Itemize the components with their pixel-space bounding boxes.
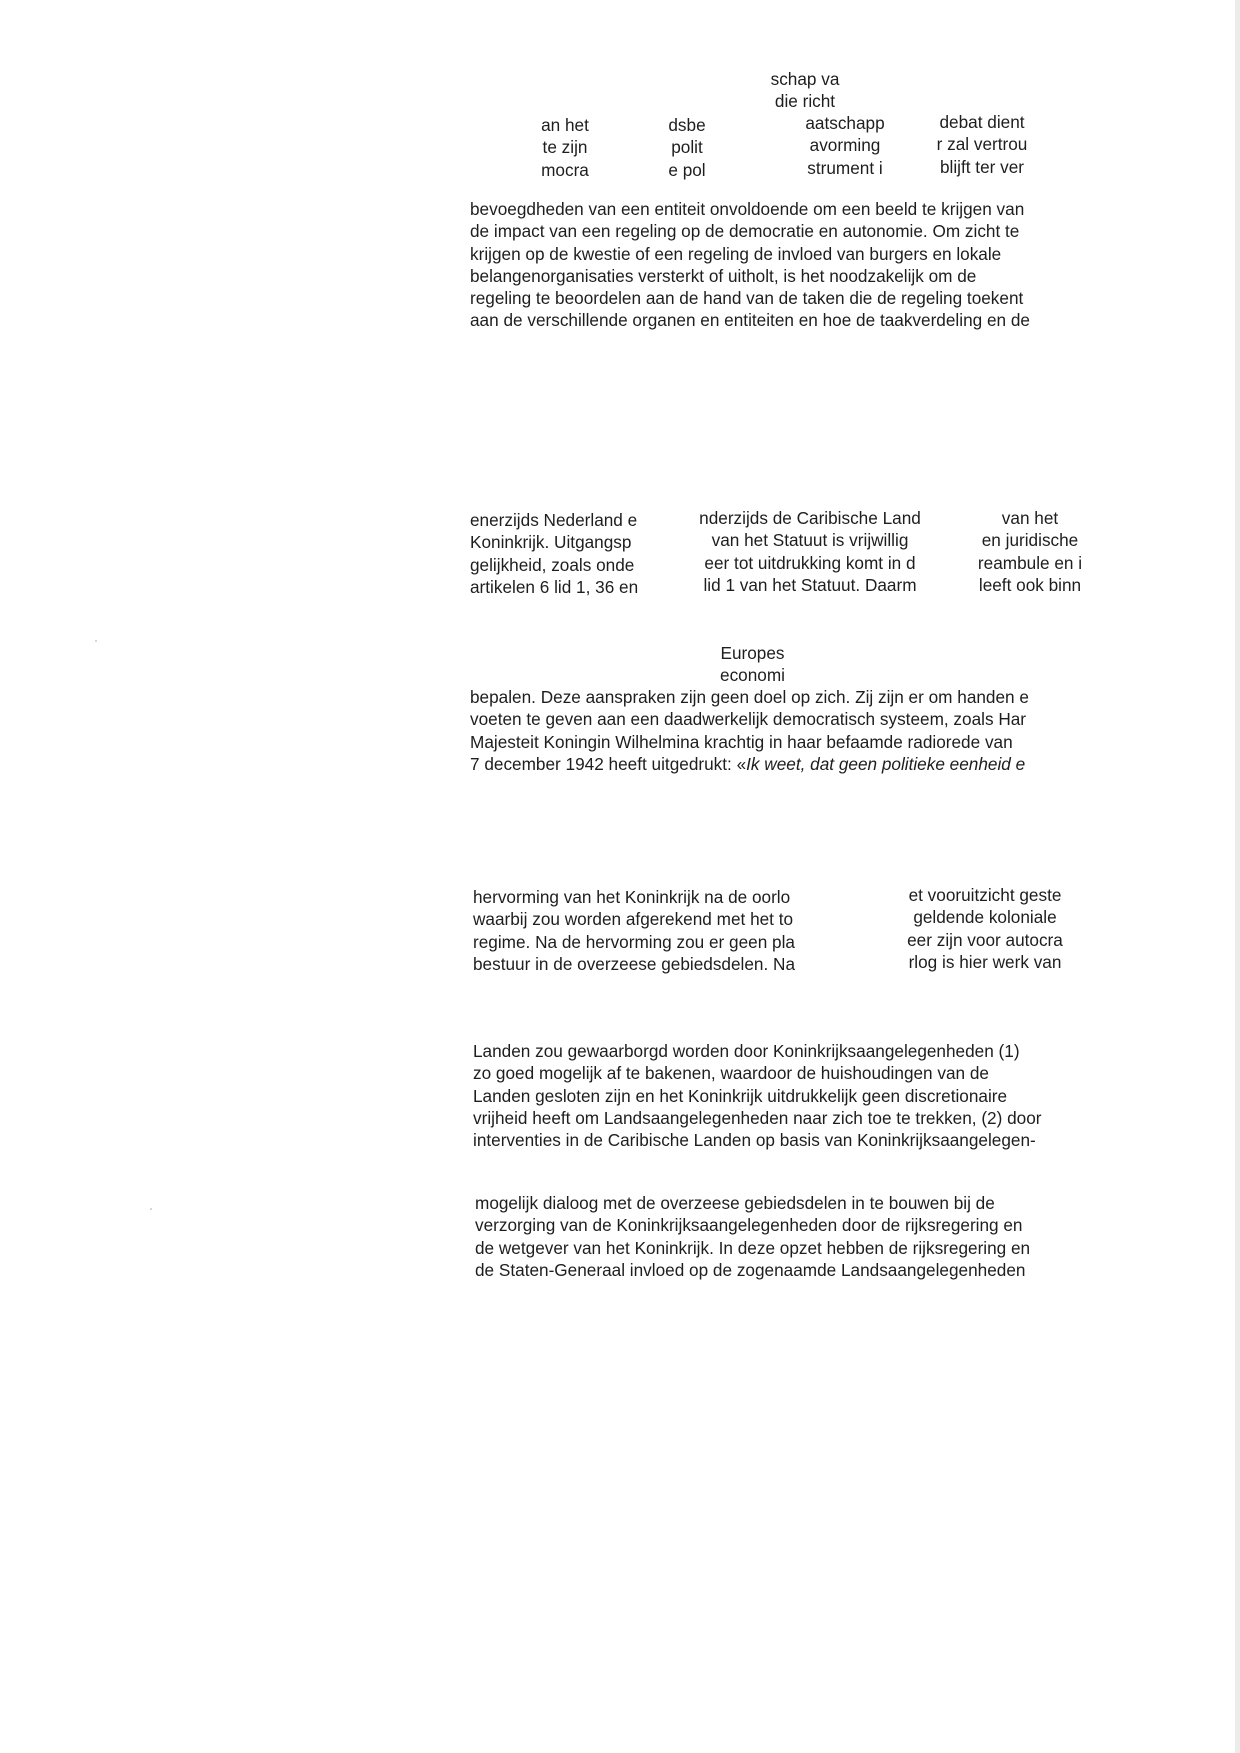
fragment-line: en juridische (981, 530, 1079, 551)
paragraph-line: krijgen op de kwestie of een regeling de invloed van burgers en lokale (470, 243, 1002, 264)
fragment-line: van het (1001, 508, 1059, 528)
fragment-line: strument i (807, 157, 883, 178)
fragment-line: bestuur in de overzeese gebiedsdelen. Na (473, 953, 796, 974)
paragraph-line: de Staten-Generaal invloed op de zogenaamde Landsaangelegenheden (475, 1259, 1026, 1280)
fragment-top-col3 (790, 112, 900, 179)
fragment-line: te zijn (542, 137, 588, 158)
fragment-line: reambule en i (977, 552, 1083, 573)
fragment-line: van het Statuut is vrijwillig (711, 530, 909, 551)
fragment-line: polit (671, 137, 703, 158)
fragment-europes (700, 642, 805, 687)
paragraph-line: zo goed mogelijk af te bakenen, waardoor de huishoudingen van de (473, 1063, 989, 1084)
fragment-line: waarbij zou worden afgerekend met het to (473, 909, 794, 930)
fragment-line: Europes (720, 643, 785, 663)
fragment-line: die richt (774, 91, 836, 112)
fragment-line: debat dient (939, 112, 1025, 132)
fragment-line: mocra (541, 159, 589, 180)
paragraph-line: vrijheid heeft om Landsaangelegenheden naar zich toe te trekken, (2) door (473, 1107, 1042, 1128)
fragment-line: gelijkheid, zoals onde (470, 554, 635, 575)
fragment-line: hervorming van het Koninkrijk na de oorlo (473, 887, 791, 907)
fragment-line: avorming (809, 135, 881, 156)
fragment-mid-col3 (965, 507, 1095, 596)
quote-text: Ik weet, dat geen politieke eenheid e (746, 753, 1026, 774)
fragment-line: an het (541, 115, 589, 135)
paragraph-line: mogelijk dialoog met de overzeese gebiedsdelen in te bouwen bij de (475, 1193, 995, 1213)
paragraph-1 (470, 198, 1030, 332)
fragment-line: economi (720, 665, 785, 686)
paragraph-line: interventies in de Caribische Landen op basis van Koninkrijksaangelegen- (473, 1130, 1036, 1151)
quote-intro: 7 december 1942 heeft uitgedrukt: « (470, 753, 747, 774)
scan-speck (150, 1208, 152, 1210)
paragraph-2 (470, 686, 1029, 775)
paragraph-line: aan de verschillende organen en entiteiten en hoe de taakverdeling en de (470, 310, 1030, 331)
paragraph-line: verzorging van de Koninkrijksaangelegenheden door de rijksregering en (475, 1215, 1023, 1236)
fragment-line: Koninkrijk. Uitgangsp (470, 532, 632, 553)
paragraph-line: de wetgever van het Koninkrijk. In deze opzet hebben de rijksregering en (475, 1237, 1031, 1258)
fragment-lower-col1 (473, 886, 795, 975)
fragment-lower-col2 (880, 884, 1090, 973)
fragment-top-col2 (652, 114, 722, 181)
fragment-line: nderzijds de Caribische Land (699, 508, 921, 528)
fragment-line: eer zijn voor autocra (907, 929, 1063, 950)
fragment-line: artikelen 6 lid 1, 36 en (470, 576, 639, 597)
paragraph-line: Landen zou gewaarborgd worden door Koninkrijksaangelegenheden (1) (473, 1041, 1020, 1061)
fragment-top-col4 (922, 111, 1042, 178)
paragraph-line: bevoegdheden van een entiteit onvoldoende om een beeld te krijgen van (470, 199, 1025, 219)
fragment-line: dsbe (668, 115, 706, 135)
fragment-line: r zal vertrou (936, 134, 1028, 155)
paragraph-4 (475, 1192, 1030, 1281)
paragraph-line: de impact van een regeling op de democratie en autonomie. Om zicht te (470, 221, 1020, 242)
paragraph-line: belangenorganisaties versterkt of uitholt, is het noodzakelijk om de (470, 265, 977, 286)
fragment-line: e pol (668, 159, 706, 180)
paragraph-line (470, 753, 1029, 775)
paragraph-line: voeten te geven aan een daadwerkelijk democratisch systeem, zoals Har (470, 709, 1027, 730)
fragment-mid-col2 (675, 507, 945, 596)
fragment-line: blijft ter ver (939, 156, 1025, 177)
paragraph-line: bepalen. Deze aanspraken zijn geen doel op zich. Zij zijn er om handen e (470, 687, 1029, 707)
fragment-line: et vooruitzicht geste (908, 885, 1062, 905)
paragraph-line: Landen gesloten zijn en het Koninkrijk uitdrukkelijk geen discretionaire (473, 1085, 1008, 1106)
scan-speck (95, 640, 97, 642)
fragment-top-col1 (525, 114, 605, 181)
scan-edge (1235, 0, 1240, 1753)
fragment-line: enerzijds Nederland e (470, 510, 638, 530)
fragment-line: schap va (770, 69, 840, 89)
fragment-line: leeft ook binn (978, 574, 1082, 595)
fragment-line: rlog is hier werk van (908, 951, 1062, 972)
paragraph-line: Majesteit Koningin Wilhelmina krachtig in haar befaamde radiorede van (470, 731, 1013, 752)
fragment-line: eer tot uitdrukking komt in d (704, 552, 916, 573)
fragment-line: regime. Na de hervorming zou er geen pla (473, 931, 795, 952)
fragment-line: lid 1 van het Statuut. Daarm (703, 574, 917, 595)
paragraph-line: regeling te beoordelen aan de hand van de taken die de regeling toekent (470, 288, 1024, 309)
fragment-top-center (750, 68, 860, 113)
paragraph-3 (473, 1040, 1042, 1151)
fragment-line: geldende koloniale (913, 907, 1057, 928)
fragment-line: aatschapp (805, 113, 885, 133)
fragment-mid-col1 (470, 509, 638, 598)
